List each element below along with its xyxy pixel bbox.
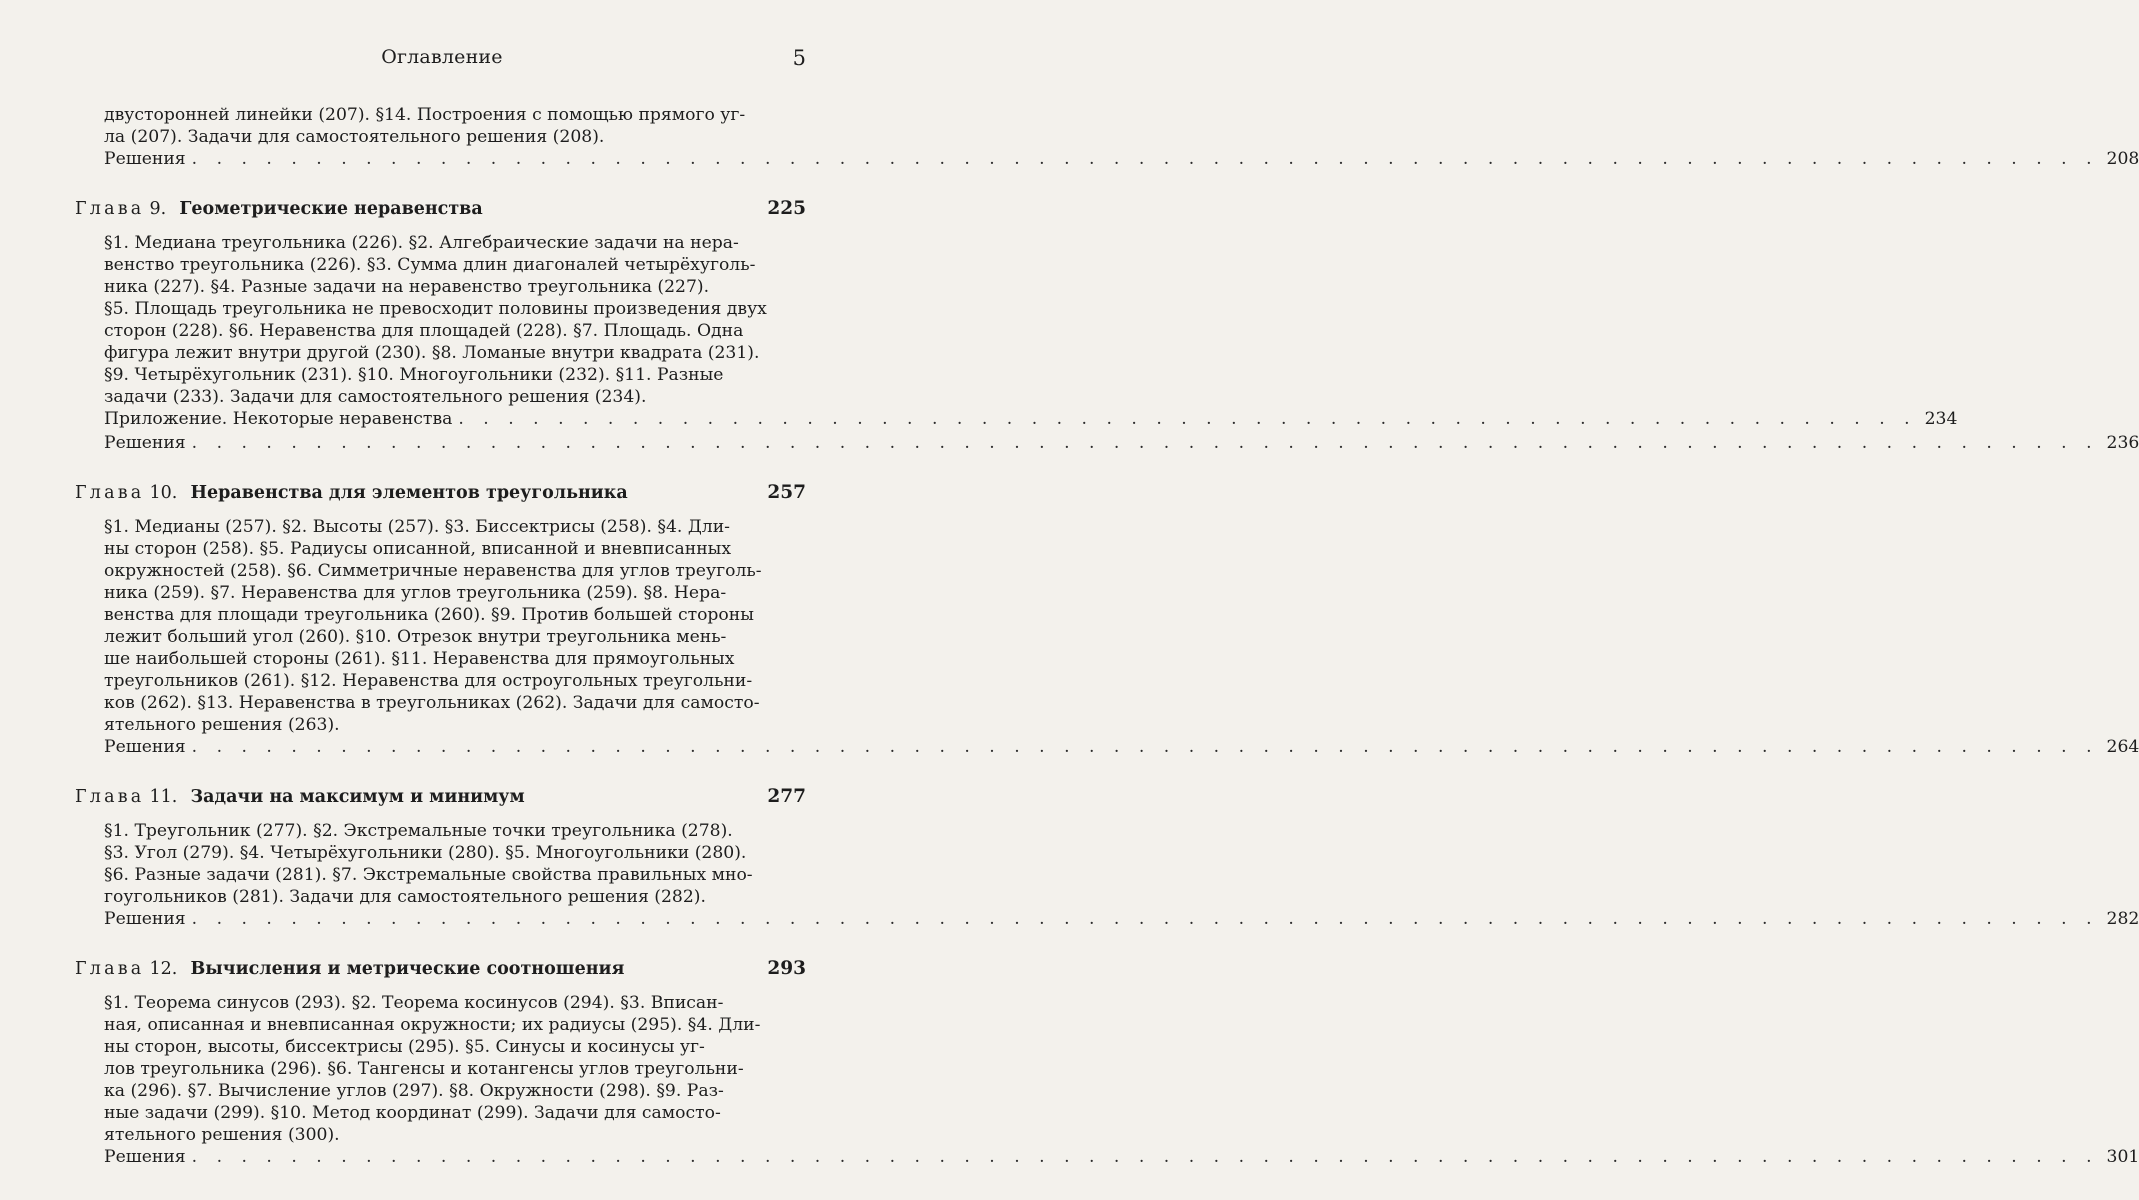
section-line: фигура лежит внутри другой (230). §8. Ломаные внутри квадрата (231). [104,343,760,363]
entry-label: Приложение. Некоторые неравенства [104,409,453,429]
running-head [0,46,884,76]
chapter-page: 257 [767,482,806,503]
chapter-page: 293 [767,958,806,979]
section-line: §9. Четырёхугольник (231). §10. Многоугольники (232). §11. Разные [104,365,724,385]
section-line: венства для площади треугольника (260). §9. Против большей стороны [104,605,754,625]
entry-page: 264 [2106,737,2139,757]
entry-label: Решения [104,1147,186,1167]
entry-page: 301 [2106,1147,2139,1167]
chapter-number: 10. [149,483,178,503]
section-line: §5. Площадь треугольника не превосходит половины произведения двух [104,299,767,319]
chapter-heading[interactable] [75,482,806,510]
section-line: §3. Угол (279). §4. Четырёхугольники (280). §5. Многоугольники (280). [104,843,747,863]
section-line: ны сторон, высоты, биссектрисы (295). §5. Синусы и косинусы уг- [104,1037,705,1057]
chapter-word: Глава [75,483,145,503]
section-line: лежит больший угол (260). §10. Отрезок внутри треугольника мень- [104,627,727,647]
section-line: треугольников (261). §12. Неравенства для остроугольных треугольни- [104,671,753,691]
page-number: 5 [792,46,806,70]
section-line: ника (227). §4. Разные задачи на неравенство треугольника (227). [104,277,710,297]
entry-page: 234 [1924,409,1958,429]
section-line: ятельного решения (300). [104,1125,340,1145]
section-line: лов треугольника (296). §6. Тангенсы и котангенсы углов треугольни- [104,1059,744,1079]
section-line: гоугольников (281). Задачи для самостоятельного решения (282). [104,887,706,907]
leader-dots: . . . . . . . . . . . . . . . . . . . . . . . . . . . . . . . . . . . . . . . . . . . . . . . . . . . . . . . . . . . . . . . . . . . . . . . . . . . . . [191,1147,2099,1167]
section-line: ны сторон (258). §5. Радиусы описанной, вписанной и вневписанных [104,539,732,559]
leader-dots: . . . . . . . . . . . . . . . . . . . . . . . . . . . . . . . . . . . . . . . . . . . . . . . . . . . . . . . . . . . . . . . . . . . . . . . . . . . . . [191,909,2099,929]
chapter-heading[interactable] [75,958,806,986]
entry-label: Решения [104,149,186,169]
toc-continuation [75,104,2139,172]
chapter-title: Вычисления и метрические соотношения [190,959,625,979]
chapter-number: 11. [149,787,178,807]
section-line: ков (262). §13. Неравенства в треугольниках (262). Задачи для самосто- [104,693,760,713]
entry-label: Решения [104,909,186,929]
toc-chapter-12 [75,958,2139,1170]
toc-chapter-9 [75,198,2139,456]
entry-page: 282 [2106,909,2139,929]
chapter-heading[interactable] [75,198,806,226]
chapter-word: Глава [75,199,145,219]
toc-chapter-11 [75,786,2139,932]
leader-dots: . . . . . . . . . . . . . . . . . . . . . . . . . . . . . . . . . . . . . . . . . . . . . . . . . . . . . . . . . . . . . . . . . . . . . . . . . . . . . [191,737,2099,757]
section-line: двусторонней линейки (207). §14. Построения с помощью прямого уг- [104,105,746,125]
section-line: §6. Разные задачи (281). §7. Экстремальные свойства правильных мно- [104,865,753,885]
entry-page: 208 [2106,149,2139,169]
leader-dots: . . . . . . . . . . . . . . . . . . . . . . . . . . . . . . . . . . . . . . . . . . . . . . . . . . . . . . . . . . . . . . . . . . . . . . . . . . . . . [191,433,2099,453]
section-line: §1. Медиана треугольника (226). §2. Алгебраические задачи на нера- [104,233,739,253]
leader-dots: . . . . . . . . . . . . . . . . . . . . . . . . . . . . . . . . . . . . . . . . . . . . . . . . . . . . . . . . . . . [458,409,1917,429]
section-line: ка (296). §7. Вычисление углов (297). §8. Окружности (298). §9. Раз- [104,1081,724,1101]
chapter-page: 225 [767,198,806,219]
section-line: ная, описанная и вневписанная окружности; их радиусы (295). §4. Дли- [104,1015,761,1035]
toc-entry-solutions[interactable] [75,908,2139,932]
section-line: ятельного решения (263). [104,715,340,735]
section-line: ше наибольшей стороны (261). §11. Неравенства для прямоугольных [104,649,735,669]
section-line: §1. Теорема синусов (293). §2. Теорема косинусов (294). §3. Вписан- [104,993,724,1013]
toc-content [75,104,2139,1170]
chapter-number: 9. [149,199,167,219]
entry-label: Решения [104,433,186,453]
chapter-word: Глава [75,787,145,807]
chapter-number: 12. [149,959,178,979]
section-line: окружностей (258). §6. Симметричные неравенства для углов треуголь- [104,561,762,581]
entry-label: Решения [104,737,186,757]
toc-entry-appendix[interactable] [75,408,1958,432]
entry-page: 236 [2106,433,2139,453]
section-line: венство треугольника (226). §3. Сумма длин диагоналей четырёхуголь- [104,255,756,275]
toc-entry-solutions[interactable] [75,432,2139,456]
toc-chapter-10 [75,482,2139,760]
section-line: задачи (233). Задачи для самостоятельного решения (234). [104,387,647,407]
toc-entry-solutions[interactable] [75,736,2139,760]
leader-dots: . . . . . . . . . . . . . . . . . . . . . . . . . . . . . . . . . . . . . . . . . . . . . . . . . . . . . . . . . . . . . . . . . . . . . . . . . . . . . [191,149,2099,169]
section-line: ла (207). Задачи для самостоятельного решения (208). [104,127,605,147]
toc-entry-solutions[interactable] [75,148,2139,172]
chapter-word: Глава [75,959,145,979]
chapter-title: Геометрические неравенства [179,199,483,219]
chapter-title: Неравенства для элементов треугольника [190,483,628,503]
section-line: §1. Медианы (257). §2. Высоты (257). §3. Биссектрисы (258). §4. Дли- [104,517,730,537]
section-line: ника (259). §7. Неравенства для углов треугольника (259). §8. Нера- [104,583,727,603]
toc-entry-solutions[interactable] [75,1146,2139,1170]
page-title: Оглавление [381,46,503,68]
chapter-title: Задачи на максимум и минимум [190,787,525,807]
chapter-page: 277 [767,786,806,807]
chapter-heading[interactable] [75,786,806,814]
section-line: §1. Треугольник (277). §2. Экстремальные точки треугольника (278). [104,821,733,841]
section-line: сторон (228). §6. Неравенства для площадей (228). §7. Площадь. Одна [104,321,744,341]
section-line: ные задачи (299). §10. Метод координат (299). Задачи для самосто- [104,1103,721,1123]
